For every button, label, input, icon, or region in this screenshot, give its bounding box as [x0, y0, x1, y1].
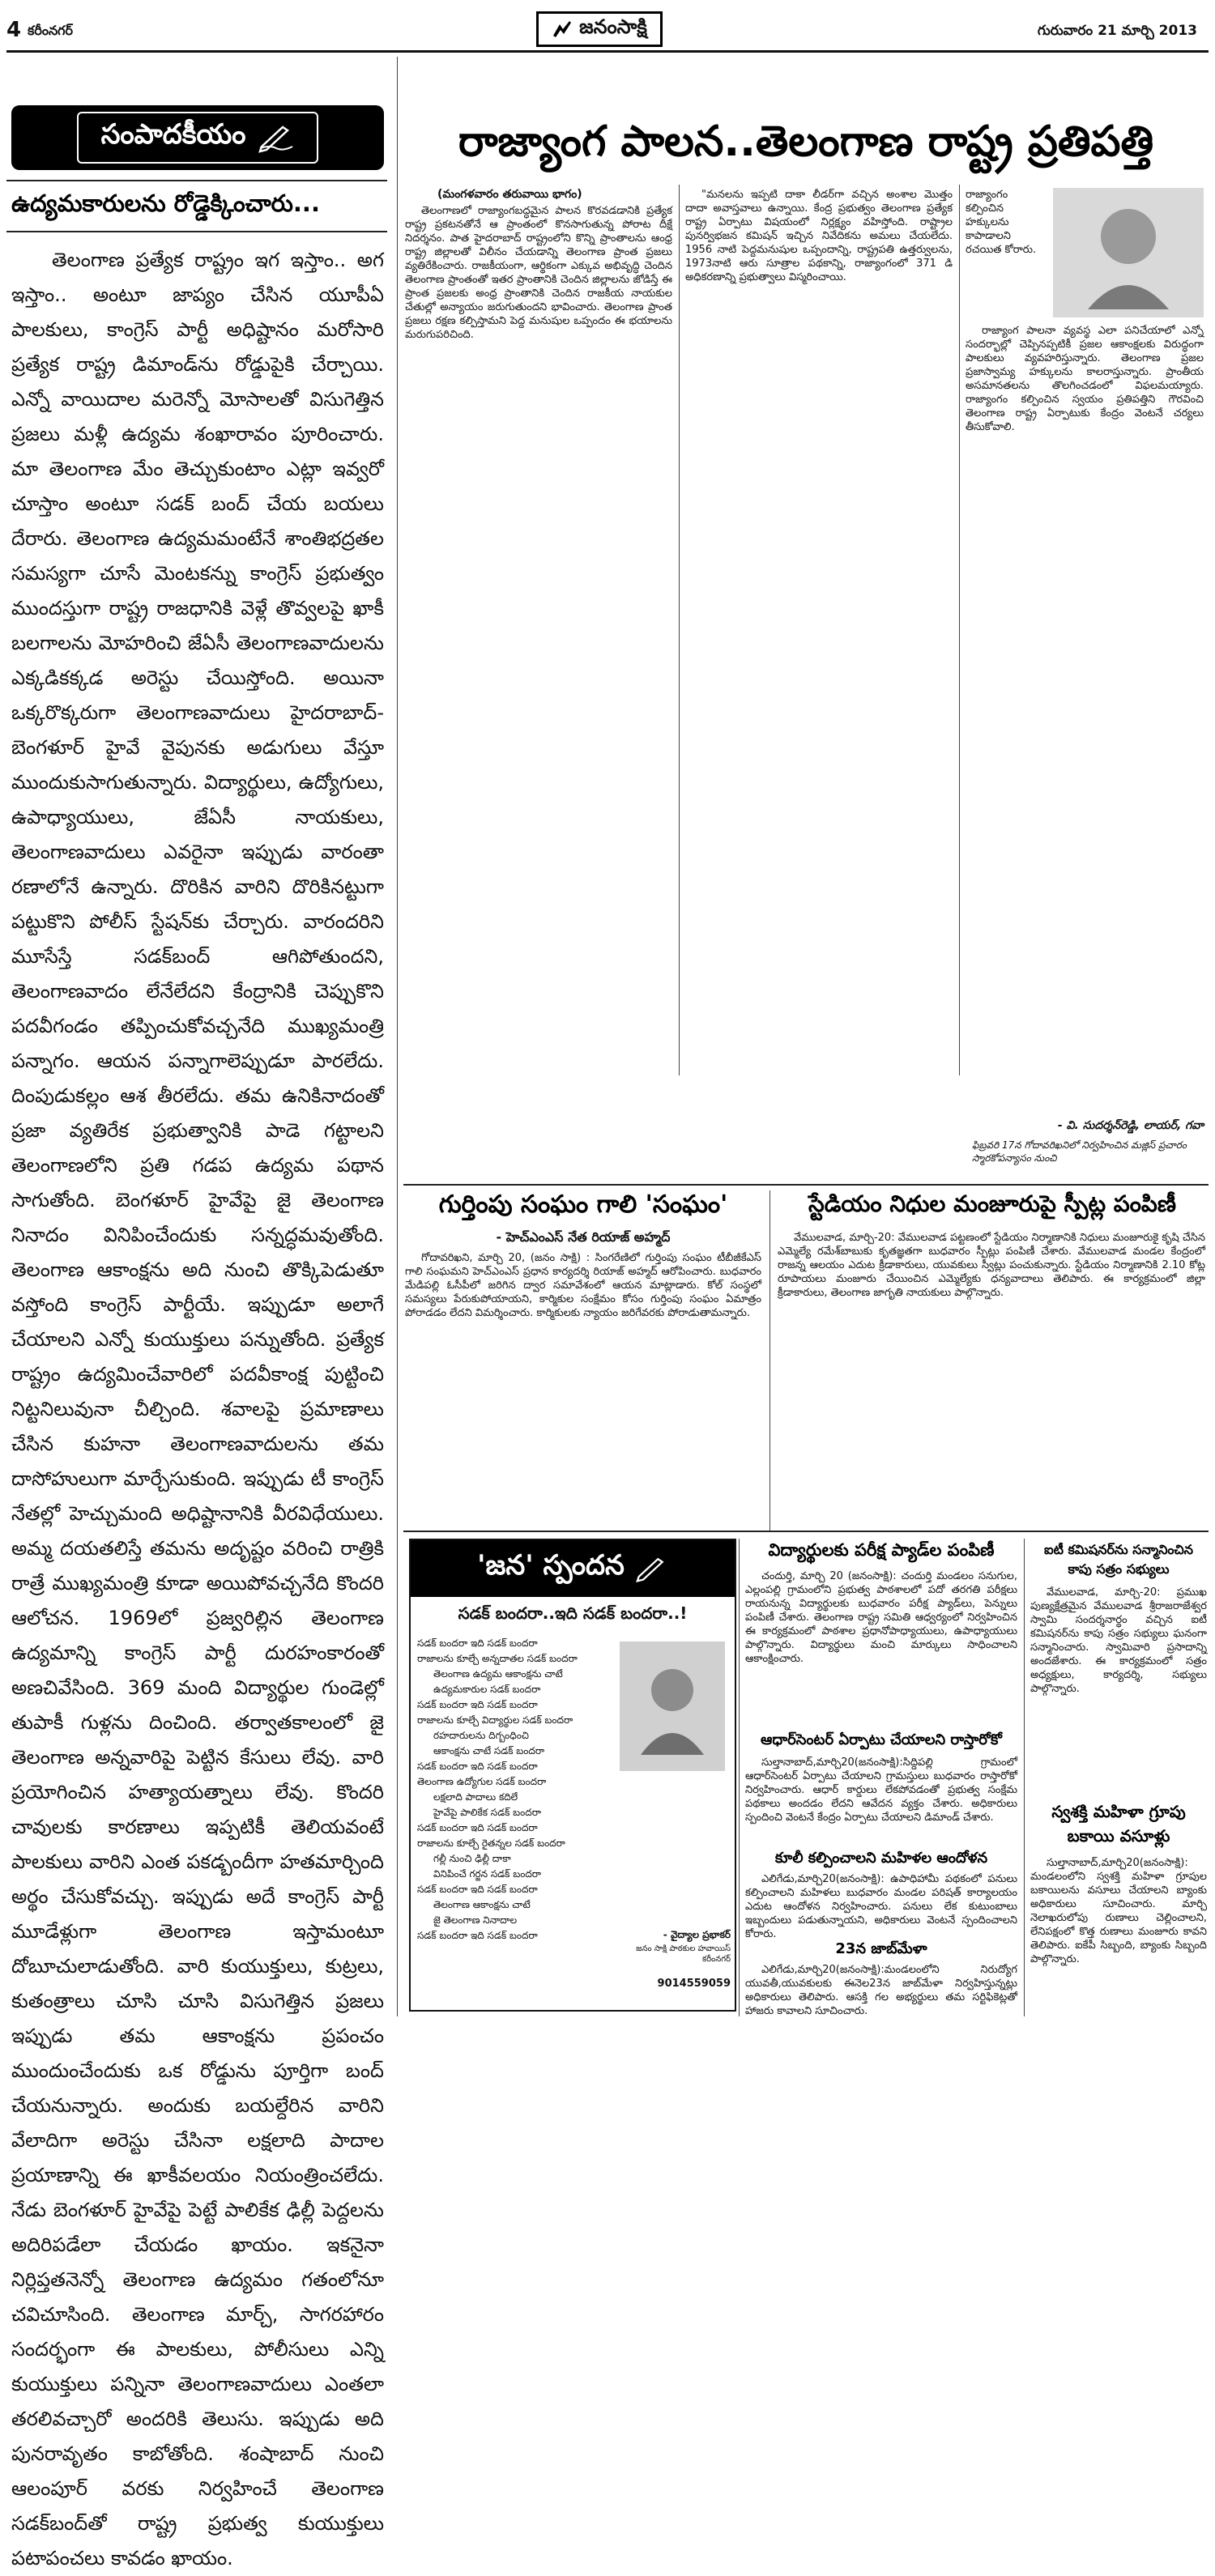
jana-spandana-banner [411, 1540, 735, 1597]
poem-body [417, 1636, 612, 1960]
lead-column-text: రాజ్యాంగ పాలనా వ్యవస్థ ఎలా పనిచేయాలో ఎన్నో సందర్భాల్లో చెప్పినప్పటికీ ప్రజల ఆకాంక్షలకు విరుద్ధంగా పాలకులు వ్యవహరిస్తున్నారు. తెలంగాణ ప్రజల ప్రజాస్వామ్య హక్కులను కాలరాస్తున్నారు. ప్రాంతీయ అసమానతలను తొలగించడంలో విఫలమయ్యారు. రాజ్యాంగం కల్పించిన స్వయం ప్రతిపత్తిని గౌరవించి తెలంగాణ రాష్ట్ర ఏర్పాటుకు కేంద్రం వెంటనే చర్యలు తీసుకోవాలి. [966, 325, 1204, 433]
poem-line: హైవేపై పాలికేక సడక్ బందరా [433, 1807, 541, 1818]
exam-pads-body [745, 1569, 1017, 1723]
union-text: గోదావరిఖని, మార్చి 20, (జనం సాక్షి) : సింగరేణిలో గుర్తింపు సంఘం టీబీజీకేఎస్ గాలి సంఘమని హెచ్‌ఎంఎస్ ప్రధాన కార్యదర్శి రియాజ్ అహ్మద్ ఆరోపించారు. బుధవారం మేడిపల్లి ఓసీపీలో జరిగిన ద్వార సమావేశంలో ఆయన మాట్లాడారు. కోల్ సంస్థలో సమస్యలు పేరుకుపోయాయని, కార్మికుల సంక్షేమం కోసం గుర్తింపు సంఘం ఏమాత్రం పోరాడడం లేదని విమర్శించారు. కార్మికులకు న్యాయం జరిగేవరకు పోరాడుతామన్నారు. [405, 1252, 761, 1319]
section-name: కరీంనగర్ [28, 23, 74, 38]
issue-date: గురువారం 21 మార్చి 2013 [1037, 23, 1197, 39]
aadhar-text: సుల్తానాబాద్,మార్చి20(జనంసాక్షి):సిద్దిపల్లి గ్రామంలో ఆధార్‌సెంటర్ ఏర్పాటు చేయాలని గ్రామస్తులు బుధవారం రాస్తారోకో నిర్వహించారు. ఆధార్ కార్డులు లేకపోవడంతో ప్రభుత్వ సంక్షేమ పథకాలు అందడం లేదని ఆవేదన వ్యక్తం చేశారు. అధికారులు స్పందించి వెంటనే కేంద్రం ఏర్పాటు చేయాలని డిమాండ్ చేశారు. [745, 1756, 1017, 1824]
editorial-column-divider [397, 57, 398, 2016]
lead-footnote: ఫిబ్రవరి 17న గోదావరిఖనిలో నిర్వహించిన మజ్లిస్ ప్రచారం స్మారకోపన్యాసం నుంచి [972, 1139, 1187, 1164]
poem-line: తెలంగాణ ఉద్యోగుల సడక్ బందరా [417, 1776, 547, 1787]
poem-line: సడక్ బందరా ఇది సడక్ బందరా [417, 1822, 538, 1833]
it-commissioner-headline: ఐటీ కమిషనర్‌ను సన్మానించిన కాపు సత్రం సభ్యులు [1043, 1542, 1194, 1577]
poem-line: సడక్ బందరా ఇది సడక్ బందరా [417, 1761, 538, 1772]
shg-text: సుల్తానాబాద్,మార్చి20(జనంసాక్షి): మండలంలోని స్వశక్తి మహిళా గ్రూపుల బకాయిలను వసూలు చేయాలని బ్యాంకు అధికారులు సూచించారు. మార్చి నెలాఖరులోపు రుణాలు చెల్లించాలని, లేనిపక్షంలో కొత్త రుణాలు మంజూరు కావని తెలిపారు. ఐకేపీ సిబ్బంది, బ్యాంకు సిబ్బంది పాల్గొన్నారు. [1030, 1857, 1207, 1965]
lead-column-3b [966, 324, 1204, 1085]
poem-title: సడక్ బందరా..ఇది సడక్ బందరా..! [458, 1603, 688, 1623]
author-portrait-icon [1080, 196, 1177, 309]
job-mela-body [745, 1963, 1017, 2016]
author-photo [1053, 188, 1204, 317]
mid-bottom-rule [403, 1531, 1209, 1532]
poem-line: తెలంగాణ ఆకాంక్షను చాటే [433, 1899, 531, 1910]
lead-headline: రాజ్యాంగ పాలన..తెలంగాణ రాష్ట్ర ప్రతిపత్తి [458, 117, 1154, 166]
poem-line: రాజాలను కూల్చే రైతన్నల సడక్ బందరా [417, 1837, 565, 1849]
lead-column-1 [405, 204, 672, 1071]
editorial-banner [11, 105, 384, 170]
poem-line: జై తెలంగాణ నినాదాల [433, 1914, 518, 1926]
editorial-paragraph: తెలంగాణ ప్రత్యేక రాష్ట్రం ఇగ ఇస్తాం.. అగ ఇస్తాం.. అంటూ జాప్యం చేసిన యూపీఏ పాలకులు, కాంగ్రెస్ పార్టీ అధిష్టానం మరోసారి ప్రత్యేక రాష్ట్ర డిమాండ్‌ను రోడ్డుపైకి చేర్చాయి. ఎన్నో వాయిదాల మరెన్నో మోసాలతో విసుగెత్తిన ప్రజలు మళ్లీ ఉద్యమ శంఖారావం పూరించారు. మా తెలంగాణ మేం తెచ్చుకుంటాం ఎట్లా ఇవ్వరో చూస్తాం అంటూ సడక్ బంద్ చేయ బయలు దేరారు. తెలంగాణ ఉద్యమమంటేనే శాంతిభద్రతల సమస్యగా చూసే మెంటకన్ను కాంగ్రెస్ ప్రభుత్వం ముందస్తుగా రాష్ట్ర రాజధానికి వెళ్లే తొవ్వలపై ఖాకీ బలగాలను మోహరించి జేఏసీ తెలంగాణవాదులను ఎక్కడికక్కడ అరెస్టు చేయిస్తోంది. అయినా ఒక్కరొక్కరుగా తెలంగాణవాదులు హైదరాబాద్-బెంగళూర్ హైవే వైపునకు అడుగులు వేస్తూ ముందుకుసాగుతున్నారు. విద్యార్థులు, ఉద్యోగులు, ఉపాధ్యాయులు, జేఏసీ నాయకులు, తెలంగాణవాదులు ఎవరైనా ఇప్పుడు వారంతా రణాలోనే ఉన్నారు. దొరికిన వారిని దొరికినట్టుగా పట్టుకొని పోలీస్ స్టేషన్‌కు చేర్చారు. వారందరిని మూసేస్తే సడక్‌బంద్ ఆగిపోతుందని, తెలంగాణవాదం లేనేలేదని కేంద్రానికి చెప్పుకొని పదవీగండం తప్పించుకోవచ్చనేది ముఖ్యమంత్రి పన్నాగం. ఆయన పన్నాగాలెప్పుడూ పారలేదు. దింపుడుకల్లం ఆశ తీరలేదు. తమ ఉనికినాదంతో ప్రజా వ్యతిరేక ప్రభుత్వానికి పాడె గట్టాలని తెలంగాణలోని ప్రతి గడప ఉద్యమ పథాన సాగుతోంది. బెంగళూర్ హైవేపై జై తెలంగాణ నినాదం వినిపించేందుకు సన్నద్ధమవుతోంది. తెలంగాణ ఆకాంక్షను అది నుంచి తొక్కిపెడుతూ వస్తోంది కాంగ్రెస్ పార్టీయే. ఇప్పుడూ అలాగే చేయాలని ఎన్నో కుయుక్తులు పన్నుతోంది. ప్రత్యేక రాష్ట్రం ఉద్యమించేవారిలో పదవీకాంక్ష పుట్టించి నిట్టనిలువునా చీల్చింది. శవాలపై ప్రమాణాలు చేసిన కుహనా తెలంగాణవాదులను తమ దాసోహులుగా మార్చేసుకుంది. ఇప్పుడు టీ కాంగ్రెస్ నేతల్లో హెచ్చుమంది అధిష్టానానికి వీరవిధేయులు. అమ్మ దయతలిస్తే తమను అదృష్టం వరించి రాత్రికి రాత్రే ముఖ్యమంత్రి కూడా అయిపోవచ్చనేది కొందరి ఆలోచన. 1969లో ప్రజ్వరిల్లిన తెలంగాణ ఉద్యమాన్ని కాంగ్రెస్ పార్టీ దురహంకారంతో అణచివేసింది. 369 మంది విద్యార్థుల గుండెల్లో తుపాకీ గుళ్లను దించింది. తర్వాతకాలంలో జై తెలంగాణ అన్నవారిపై పెట్టిన కేసులు లేవు. వారి ప్రయోగించిన హత్యాయత్నాలు లేవు. కొందరి చావులకు కారణాలు ఇప్పటికీ తెలియవంటే పాలకులు వారిని ఎంత పకడ్బందీగా హతమార్చింది అర్థం చేసుకోవచ్చు. ఇప్పుడు అదే కాంగ్రెస్ పార్టీ మూడేళ్లుగా తెలంగాణ ఇస్తామంటూ దోబూచులాడుతోంది. వారి కుయుక్తులు, కుట్రలు, కుతంత్రాలు చూసి చూసి విసుగెత్తిన ప్రజలు ఇప్పుడు తమ ఆకాంక్షను ప్రపంచం ముందుంచేందుకు ఒక రోడ్డును పూర్తిగా బంద్ చేయనున్నారు. అందుకు బయల్దేరిన వారిని వేలాదిగా అరెస్టు చేసినా లక్షలాది పాదాల ప్రయాణాన్ని ఈ ఖాకీవలయం నియంత్రించలేదు. నేడు బెంగళూర్ హైవేపై పెట్టే పాలికేక ఢిల్లీ పెద్దలను అదిరిపడేలా చేయడం ఖాయం. ఇకనైనా నిర్లిప్తతనెన్నో తెలంగాణ ఉద్యమం గతంలోనూ చవిచూసింది. తెలంగాణ మార్చ్, సాగరహారం సందర్భంగా ఈ పాలకులు, పోలీసులు ఎన్ని కుయుక్తులు పన్నినా తెలంగాణవాదులు ఎంతలా తరలివచ్చారో అందరికి తెలుసు. ఇప్పుడు అది పునరావృతం కాబోతోంది. శంషాబాద్ నుంచి ఆలంపూర్ వరకు నిర్వహించే తెలంగాణ సడక్‌బంద్‌తో రాష్ట్ర ప్రభుత్వ కుయుక్తులు పటాపంచలు కావడం ఖాయం. [11, 249, 384, 2570]
exam-pads-headline: విద్యార్థులకు పరీక్ష ప్యాడ్‌ల పంపిణీ [768, 1540, 995, 1560]
it-commissioner-text: వేములవాడ, మార్చి-20: ప్రముఖ పుణ్యక్షేత్రమైన వేములవాడ శ్రీరాజరాజేశ్వర స్వామి సందర్శనార్థం వచ్చిన ఐటీ కమిషనర్‌ను కాపు సత్రం సభ్యులు ఘనంగా సన్మానించారు. స్వామివారి ప్రసాదాన్ని అందజేశారు. ఈ కార్యక్రమంలో సత్రం అధ్యక్షులు, కార్యదర్శి, సభ్యులు పాల్గొన్నారు. [1030, 1586, 1207, 1695]
poem-line: గల్లీ నుంచి ఢిల్లీ దాకా [433, 1853, 511, 1864]
lead-bottom-rule [403, 1184, 1209, 1186]
labour-body [745, 1872, 1017, 1940]
lead-divider-1 [679, 185, 680, 1075]
poem-line: రాజాలను కూల్చే విద్యార్థుల సడక్ బందరా [417, 1714, 573, 1726]
aadhar-body [745, 1756, 1017, 1845]
masthead-inner [536, 11, 663, 47]
labour-headline: కూలీ కల్పించాలని మహిళల ఆందోళన [774, 1850, 988, 1867]
poem-line: తెలంగాణ ఉద్యమ ఆకాంక్షను చాటే [433, 1668, 563, 1680]
lead-column-text-short: రాజ్యాంగం కల్పించిన హక్కులను కాపాడాలని రచయిత కోరారు. [966, 189, 1037, 256]
lead-subtitle: (మంగళవారం తరువాయి భాగం) [437, 188, 582, 201]
shg-body [1030, 1856, 1207, 2015]
poem-line: ఆకాంక్షను చాటే సడక్ బందరా [433, 1745, 545, 1756]
pen-icon [258, 124, 294, 151]
editorial-banner-inner [77, 112, 319, 164]
jana-spandana-label: 'జన' స్పందన [477, 1549, 625, 1582]
stadium-body [778, 1231, 1205, 1522]
editorial-body [11, 243, 384, 2570]
shg-headline: స్వశక్తి మహిళా గ్రూపు బకాయి వసూళ్లు [1051, 1802, 1186, 1846]
masthead-hand-icon [552, 19, 573, 39]
poem-line: సడక్ బందరా ఇది సడక్ బందరా [417, 1637, 538, 1649]
poet-photo [620, 1641, 725, 1771]
poem-line: రహదారులను దిగ్బంధించి [433, 1730, 529, 1741]
lead-column-2 [685, 188, 953, 1071]
editorial-label: సంపాదకీయం [100, 118, 246, 151]
poem-line: సడక్ బందరా ఇది సడక్ బందరా [417, 1930, 538, 1941]
jana-spandana-box [409, 1539, 736, 2012]
stadium-text: వేములవాడ, మార్చి-20: వేములవాడ పట్టణంలో స్టేడియం నిర్మాణానికి నిధులు మంజూరుకై కృషి చేసిన ఎమ్మెల్యే రమేశ్‌బాబుకు కృతజ్ఞతగా బుధవారం స్పీట్లు పంపిణీ చేశారు. వేములవాడ మండల కేంద్రంలో రాజన్న ఆలయం ఎదుట క్రీడాకారులు, యువకులు స్వీట్లు పంచుకున్నారు. స్టేడియం నిర్మాణానికి 2.10 కోట్ల రూపాయలు మంజూరు చేయించిన ఎమ్మెల్యేకు ధన్యవాదాలు తెలిపారు. ఈ కార్యక్రమంలో జిల్లా క్రీడాకారులు, తెలంగాణ జాగృతి నాయకులు పాల్గొన్నారు. [778, 1232, 1205, 1299]
author-signature: - వి. సుదర్శన్‌రెడ్డి, లాయర్, గవా [1057, 1119, 1204, 1132]
stadium-headline: స్టేడియం నిధుల మంజూరుపై స్పీట్ల పంపిణీ [808, 1190, 1176, 1217]
lead-column-text: "మనలను ఇప్పటి దాకా లీడర్‌గా వచ్చిన అంశాల మొత్తం దాదా అవాస్తవాలు ఉన్నాయి. కేంద్ర ప్రభుత్వం తెలంగాణ ప్రత్యేక రాష్ట్ర ఏర్పాటు విషయంలో నిర్లక్ష్యం వహిస్తోంది. రాష్ట్రాల పునర్విభజన కమిషన్ ఇచ్చిన నివేదికను అమలు చేయలేదు. 1956 నాటి పెద్దమనుషుల ఒప్పందాన్ని, రాష్ట్రపతి ఉత్తర్వులను, 1973నాటి ఆరు సూత్రాల పథకాన్ని, రాజ్యాంగంలో 371 డి అధికరణాన్ని ప్రభుత్వాలు విస్మరించాయి. [685, 189, 953, 283]
editorial-title-rule [6, 231, 387, 232]
pen-icon [636, 1556, 668, 1582]
poem-line: వినిపించే గర్జన సడక్ బందరా [433, 1868, 542, 1880]
union-headline: గుర్తింపు సంఘం గాలి 'సంఘం' [438, 1190, 728, 1219]
poet-org: జనం సాక్షి పాఠకుల హవాయిస్ కరీంనగర్ [636, 1944, 731, 1964]
poem-line: సడక్ బందరా ఇది సడక్ బందరా [417, 1699, 538, 1710]
job-mela-headline: 23న జాబ్‌మేళా [835, 1940, 927, 1957]
labour-text: ఎలిగేడు,మార్చి20(జనంసాక్షి): ఉపాధిహామీ పథకంలో పనులు కల్పించాలని మహిళలు బుధవారం మండల పరిషత్ కార్యాలయం ఎదుట ఆందోళన నిర్వహించారు. పనులు లేక కుటుంబాలు ఇబ్బందులు పడుతున్నాయని, అధికారులు వెంటనే స్పందించాలని కోరారు. [745, 1873, 1017, 1940]
poem-line: ఉద్యమకారుల సడక్ బందరా [433, 1684, 541, 1695]
editorial-title: ఉద్యమకారులను రోడ్డెక్కించారు... [11, 189, 320, 217]
masthead-title: జనంసాక్షి [579, 15, 647, 38]
poet-phone: 9014559059 [657, 1978, 731, 1990]
union-byline: - హెచ్‌ఎంఎస్ నేత రియాజ్ అహ్మద్ [496, 1229, 671, 1245]
it-commissioner-body [1030, 1586, 1207, 1788]
poem-line: రాజాలను కూల్చే అన్నదాతల సడక్ బందరా [417, 1653, 578, 1664]
lead-column-text: తెలంగాణలో రాజ్యాంగబద్ధమైన పాలన కొరవడడానికి ప్రత్యేక రాష్ట్ర ప్రకటనతోనే ఆ ప్రాంతంలో కొనసాగుతున్న పోరాట దీక్షే నిదర్శనం. పాత హైదరాబాద్ రాష్ట్రంలోని కొన్ని ప్రాంతాలను ఆంధ్ర రాష్ట్ర జిల్లాలతో విలీనం చేయడాన్ని తెలంగాణ ప్రాంత ప్రజలు వ్యతిరేకించారు. రాజకీయంగా, ఆర్థికంగా ఎక్కువ అభివృద్ధి చెందిన తెలంగాణ ప్రాంతంతో ఇతర ప్రాంతానికి చెందిన జిల్లాలను జోడిస్తే ఈ ప్రాంత ప్రజలకు అంధ్ర ప్రాంతానికి చెందిన రాజకీయ నాయకుల చేతుల్లో అన్యాయం జరుగుతుందని భావించారు. తెలంగాణ ప్రాంత ప్రజలు రక్షణ కల్పిస్తామని పెద్ద మనుషుల ఒప్పందం ఈ భయాలను మరుగుపరిచింది. [405, 205, 672, 341]
poem-line: సడక్ బందరా ఇది సడక్ బందరా [417, 1884, 538, 1895]
right-column-divider [1024, 1539, 1025, 2016]
aadhar-headline: ఆధార్‌సెంటర్ ఏర్పాటు చేయాలని రాస్తారోకో [761, 1731, 1002, 1748]
masthead-logo [494, 11, 705, 47]
union-body [405, 1251, 761, 1510]
poet-name: - వైద్యాల ప్రభాకర్ [663, 1929, 731, 1940]
job-mela-text: ఎలిగేడు,మార్చి20(జనంసాక్షి):మండలంలోని నిరుద్యోగ యువతీ,యువకులకు ఈనెల23న జాబ్‌మేళా నిర్వహిస్తున్నట్లు అధికారులు తెలిపారు. ఆసక్తి గల అభ్యర్థులు తమ సర్టిఫికెట్లతో హాజరు కావాలని సూచించారు. [745, 1964, 1017, 2017]
poet-portrait-icon [636, 1658, 709, 1755]
page-number: 4 [6, 18, 22, 42]
exam-pads-text: చందుర్తి, మార్చి 20 (జనంసాక్షి): చందుర్తి మండలం సనుగుల, ఎల్లంపల్లి గ్రామంలోని ప్రభుత్వ పాఠశాలలో పదో తరగతి పరీక్షలు రాయనున్న విద్యార్థులకు బుధవారం పరీక్ష ప్యాడ్‌లు, పెన్నులు పంపిణీ చేశారు. తెలంగాణ రాష్ట్ర సమితి ఆధ్వర్యంలో నిర్వహించిన ఈ కార్యక్రమంలో పాఠశాల ప్రధానోపాధ్యాయులు, ఉపాధ్యాయులు పాల్గొన్నారు. విద్యార్థులు మంచి మార్కులు సాధించాలని ఆకాంక్షించారు. [745, 1570, 1017, 1665]
lead-column-3 [966, 188, 1047, 317]
editorial-top-rule [6, 180, 387, 181]
header-rule [6, 50, 1209, 53]
poem-divider [739, 1539, 740, 2016]
lead-divider-2 [959, 185, 960, 1075]
poem-line: లక్షలాది పాదాలు కదిలే [433, 1791, 518, 1803]
